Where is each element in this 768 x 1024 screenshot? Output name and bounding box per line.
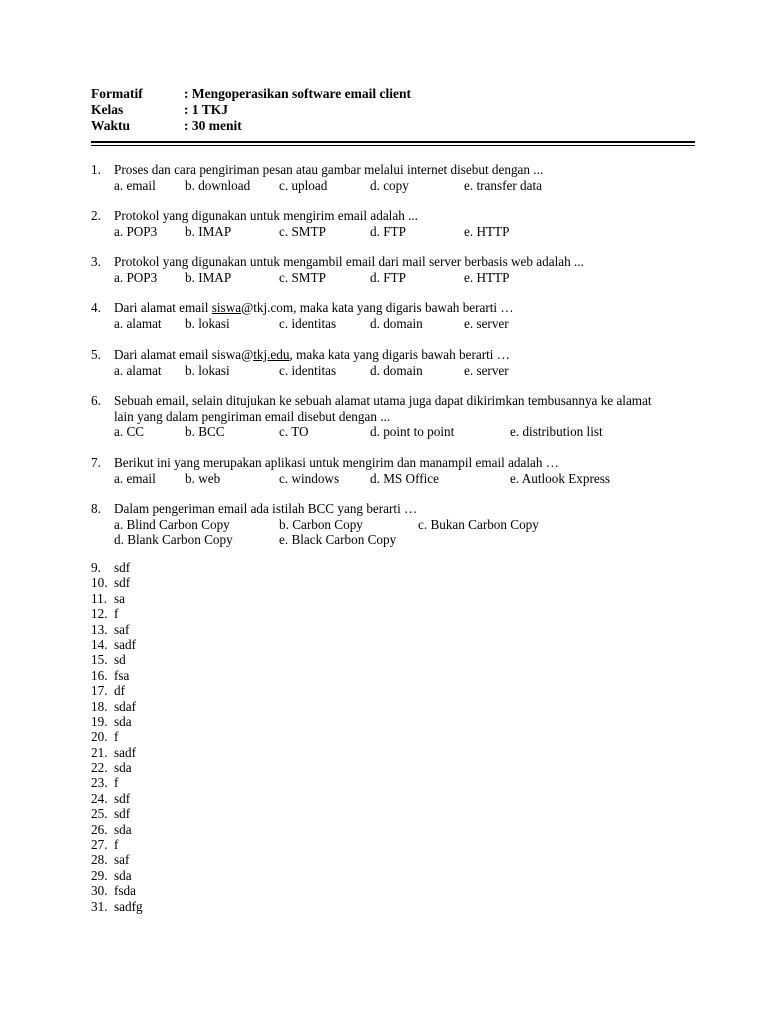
question-3 (91, 254, 584, 285)
item-text: sadfg (114, 898, 143, 914)
list-item (91, 575, 143, 590)
answer-options (114, 270, 584, 286)
list-item (91, 622, 143, 637)
question-5 (91, 347, 510, 378)
option-a: a. CC (114, 424, 145, 439)
question-6 (91, 393, 652, 440)
item-text: f (114, 606, 119, 622)
option-d: d. domain (370, 362, 423, 378)
question-number: 6. (91, 393, 101, 408)
item-text: sa (114, 590, 125, 606)
list-item (91, 699, 143, 714)
option-d: d. domain (370, 315, 423, 331)
option-d: d. FTP (370, 269, 406, 285)
question-text-pre: Dari alamat email (114, 300, 212, 315)
list-item (91, 637, 143, 652)
list-item (91, 852, 143, 867)
item-number: 18. (91, 698, 108, 714)
item-number: 15. (91, 652, 108, 668)
header-divider-thick (91, 141, 695, 143)
question-8 (91, 501, 539, 548)
option-b: b. IMAP (185, 269, 232, 285)
item-text: sdf (114, 806, 131, 822)
option-c: c. TO (279, 424, 309, 439)
list-item (91, 560, 143, 575)
list-item (91, 745, 143, 760)
question-2 (91, 208, 510, 239)
option-b: b. lokasi (185, 315, 230, 331)
option-a: a. email (114, 177, 156, 193)
list-item (91, 591, 143, 606)
header-divider-thin (91, 145, 695, 146)
option-b: b. download (185, 177, 251, 193)
item-text: sda (114, 760, 132, 776)
item-text: sd (114, 652, 126, 668)
option-a: a. POP3 (114, 269, 158, 285)
question-number: 7. (91, 455, 101, 470)
option-e: e. HTTP (464, 223, 510, 239)
underlined-word: siswa (211, 300, 242, 315)
option-d: d. MS Office (370, 470, 439, 486)
answer-options (114, 316, 514, 332)
list-item (91, 899, 143, 914)
option-c: c. upload (279, 177, 328, 193)
document-header (91, 86, 411, 134)
option-d: d. Blank Carbon Copy (114, 532, 233, 547)
option-e: e. server (464, 315, 509, 331)
question-1 (91, 162, 543, 193)
waktu-label: Waktu (91, 118, 131, 133)
option-b: b. lokasi (185, 362, 230, 378)
item-number: 12. (91, 606, 108, 622)
item-text: sdf (114, 575, 131, 591)
item-number: 30. (91, 883, 108, 899)
option-d: d. copy (370, 177, 409, 193)
item-number: 17. (91, 683, 108, 699)
option-b: b. BCC (185, 424, 225, 439)
option-a: a. alamat (114, 362, 162, 378)
list-item (91, 868, 143, 883)
item-text: saf (114, 852, 130, 868)
item-number: 19. (91, 713, 108, 729)
item-number: 28. (91, 852, 108, 868)
option-c: c. identitas (279, 315, 337, 331)
option-c: c. windows (279, 470, 340, 486)
list-item (91, 837, 143, 852)
list-item (91, 714, 143, 729)
list-item (91, 668, 143, 683)
item-number: 24. (91, 790, 108, 806)
question-number: 5. (91, 347, 101, 362)
underlined-word: tkj.edu (253, 347, 290, 362)
question-text (114, 300, 514, 316)
answer-options (114, 424, 652, 440)
item-text: sadf (114, 744, 136, 760)
question-7 (91, 455, 610, 486)
option-d: d. point to point (370, 424, 455, 439)
option-c: c. Bukan Carbon Copy (418, 516, 539, 532)
header-row-waktu (91, 118, 411, 134)
option-e: e. HTTP (464, 269, 510, 285)
question-text: Protokol yang digunakan untuk mengirim email adalah ... (114, 208, 418, 223)
item-text: sda (114, 867, 132, 883)
list-item (91, 606, 143, 621)
item-number: 13. (91, 621, 108, 637)
list-item (91, 806, 143, 821)
question-text (114, 347, 510, 363)
list-item (91, 775, 143, 790)
option-e: e. server (464, 362, 509, 378)
option-c: c. identitas (279, 362, 337, 378)
item-text: f (114, 729, 119, 745)
option-c: c. SMTP (279, 223, 326, 239)
question-4 (91, 300, 514, 331)
item-text: sdf (114, 790, 131, 806)
option-a: a. POP3 (114, 223, 158, 239)
answer-options (114, 223, 510, 240)
item-number: 22. (91, 760, 108, 776)
answer-options (114, 363, 510, 379)
item-number: 9. (91, 560, 101, 575)
answer-options (114, 470, 610, 487)
option-d: d. FTP (370, 223, 406, 239)
option-a: a. alamat (114, 315, 162, 331)
question-text: Protokol yang digunakan untuk mengambil email dari mail server berbasis web adalah ... (114, 254, 584, 269)
item-number: 11. (91, 590, 107, 606)
item-number: 31. (91, 898, 108, 914)
kelas-value: : 1 TKJ (184, 102, 229, 117)
item-text: df (114, 683, 125, 699)
question-number: 3. (91, 254, 101, 269)
list-item (91, 791, 143, 806)
item-text: sda (114, 821, 132, 837)
question-text: Proses dan cara pengiriman pesan atau gambar melalui internet disebut dengan ... (114, 162, 544, 177)
header-row-formatif (91, 86, 411, 102)
question-text: Berikut ini yang merupakan aplikasi untuk mengirim dan manampil email adalah … (114, 455, 559, 470)
list-item (91, 822, 143, 837)
item-number: 10. (91, 575, 108, 591)
option-a: a. email (114, 470, 156, 486)
answer-options (114, 178, 543, 194)
question-text-post: , maka kata yang digaris bawah berarti … (289, 347, 510, 362)
item-number: 23. (91, 775, 108, 791)
question-number: 2. (91, 208, 101, 223)
list-item (91, 883, 143, 898)
option-e: e. Black Carbon Copy (279, 532, 397, 547)
option-e: e. distribution list (510, 424, 603, 439)
item-text: fsda (114, 883, 136, 899)
item-number: 16. (91, 667, 108, 683)
option-b: b. IMAP (185, 223, 232, 239)
question-number: 4. (91, 300, 101, 315)
waktu-value: : 30 menit (184, 118, 242, 133)
item-text: f (114, 837, 119, 853)
list-item (91, 683, 143, 698)
numbered-list (91, 560, 143, 914)
header-row-kelas (91, 102, 411, 118)
item-number: 25. (91, 806, 108, 822)
question-text-pre: Dari alamat email siswa@ (114, 347, 254, 362)
item-text: saf (114, 621, 130, 637)
item-text: fsa (114, 667, 130, 683)
item-number: 14. (91, 636, 108, 652)
item-text: sda (114, 713, 132, 729)
list-item (91, 652, 143, 667)
option-c: c. SMTP (279, 269, 326, 285)
item-number: 27. (91, 837, 108, 853)
option-e: e. transfer data (464, 177, 542, 193)
list-item (91, 760, 143, 775)
question-text: Dalam pengeriman email ada istilah BCC yang berarti … (114, 501, 418, 516)
formatif-value: : Mengoperasikan software email client (184, 86, 411, 101)
item-number: 29. (91, 867, 108, 883)
item-text: sdf (114, 560, 131, 575)
item-number: 20. (91, 729, 108, 745)
item-text: f (114, 775, 119, 791)
question-number: 1. (91, 162, 101, 177)
item-number: 21. (91, 744, 108, 760)
answer-options-row-2 (114, 532, 417, 548)
item-number: 26. (91, 821, 108, 837)
question-number: 8. (91, 501, 101, 516)
kelas-label: Kelas (91, 102, 124, 117)
question-text-continued: lain yang dalam pengiriman email disebut dengan ... (114, 408, 391, 424)
option-b: b. web (185, 470, 221, 486)
answer-options-row-1 (114, 516, 539, 533)
item-text: sdaf (114, 698, 136, 714)
formatif-label: Formatif (91, 86, 143, 101)
option-a: a. Blind Carbon Copy (114, 516, 230, 532)
option-b: b. Carbon Copy (279, 516, 363, 532)
question-text-post: @tkj.com, maka kata yang digaris bawah berarti … (241, 300, 514, 315)
list-item (91, 729, 143, 744)
question-text: Sebuah email, selain ditujukan ke sebuah alamat utama juga dapat dikirimkan tembusannya ke alamat (114, 393, 652, 408)
item-text: sadf (114, 636, 136, 652)
option-e: e. Autlook Express (510, 470, 610, 486)
